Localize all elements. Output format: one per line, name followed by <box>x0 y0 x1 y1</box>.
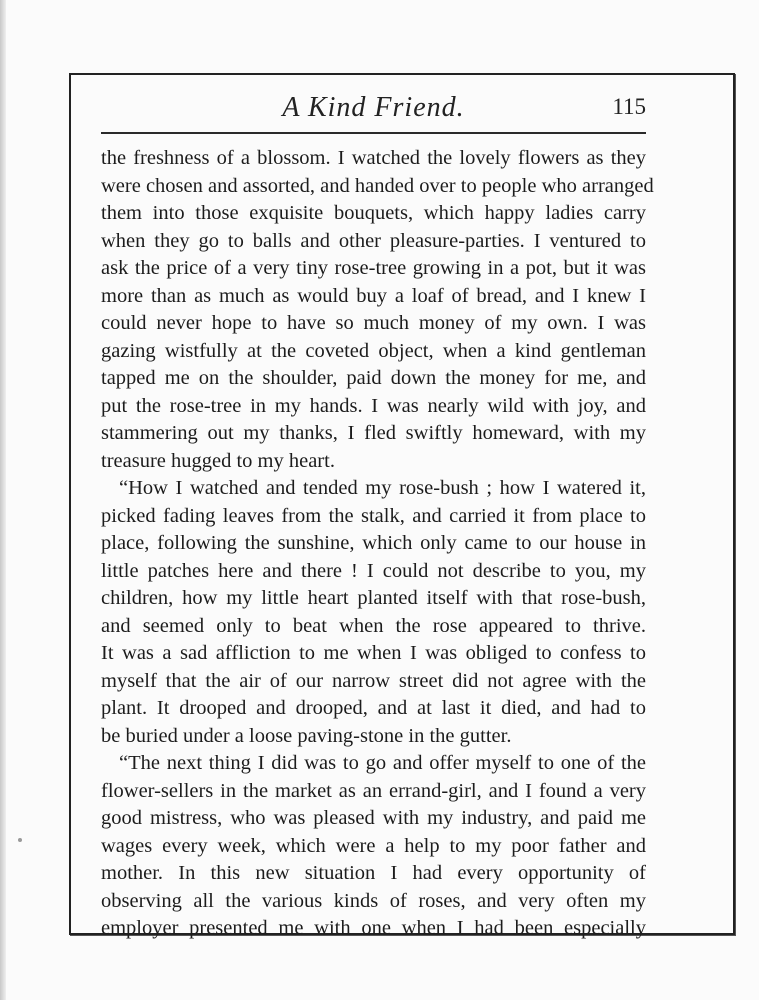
text-line: little patches here and there ! I could not describe to you, my <box>101 559 646 582</box>
text-line: employer presented me with one when I had been especially <box>101 917 646 939</box>
text-line: stammering out my thanks, I fled swiftly homeward, with my <box>101 422 646 444</box>
text-line: be buried under a loose paving-stone in the gutter. <box>101 724 512 747</box>
text-line: when they go to balls and other pleasure-parties. I ventured to <box>101 229 646 252</box>
text-line: treasure hugged to my heart. <box>101 449 335 472</box>
text-line: could never hope to have so much money of my own. I was <box>101 312 646 334</box>
text-line: picked fading leaves from the stalk, and carried it from place to <box>101 504 646 527</box>
text-line: put the rose-tree in my hands. I was nearly wild with joy, and <box>101 394 646 417</box>
text-line: tapped me on the shoulder, paid down the money for me, and <box>101 367 646 389</box>
text-line: more than as much as would buy a loaf of bread, and I knew I <box>101 284 646 307</box>
text-line: children, how my little heart planted itself with that rose-bush, <box>101 587 646 609</box>
text-line: plant. It drooped and drooped, and at last it died, and had to <box>101 697 646 719</box>
text-line: gazing wistfully at the coveted object, when a kind gentleman <box>101 339 646 362</box>
text-line: them into those exquisite bouquets, which happy ladies carry <box>101 202 646 224</box>
running-title: A Kind Friend. <box>282 92 465 123</box>
text-line: observing all the various kinds of roses, and very often my <box>101 889 646 912</box>
text-line: and seemed only to beat when the rose appeared to thrive. <box>101 614 646 637</box>
text-line: the freshness of a blossom. I watched the lovely flowers as they <box>101 147 646 169</box>
text-line: It was a sad affliction to me when I was obliged to confess to <box>101 642 646 664</box>
text-line: good mistress, who was pleased with my industry, and paid me <box>101 807 646 829</box>
page-number: 115 <box>612 94 646 119</box>
body-text <box>101 145 654 943</box>
page-edge <box>0 0 6 1000</box>
text-line: place, following the sunshine, which only came to our house in <box>101 532 646 554</box>
text-line: myself that the air of our narrow street did not agree with the <box>101 669 646 692</box>
header-rule <box>101 132 646 134</box>
text-line: “How I watched and tended my rose-bush ; how I watered it, <box>119 477 646 499</box>
text-line: flower-sellers in the market as an errand-girl, and I found a very <box>101 779 646 802</box>
text-line: mother. In this new situation I had every opportunity of <box>101 862 646 884</box>
text-line: “The next thing I did was to go and offer myself to one of the <box>119 752 646 774</box>
running-head <box>101 88 646 130</box>
text-line: ask the price of a very tiny rose-tree growing in a pot, but it was <box>101 257 646 279</box>
text-line: were chosen and assorted, and handed over to people who arranged <box>101 174 654 197</box>
stray-mark <box>18 838 22 842</box>
text-line: wages every week, which were a help to my poor father and <box>101 834 646 857</box>
